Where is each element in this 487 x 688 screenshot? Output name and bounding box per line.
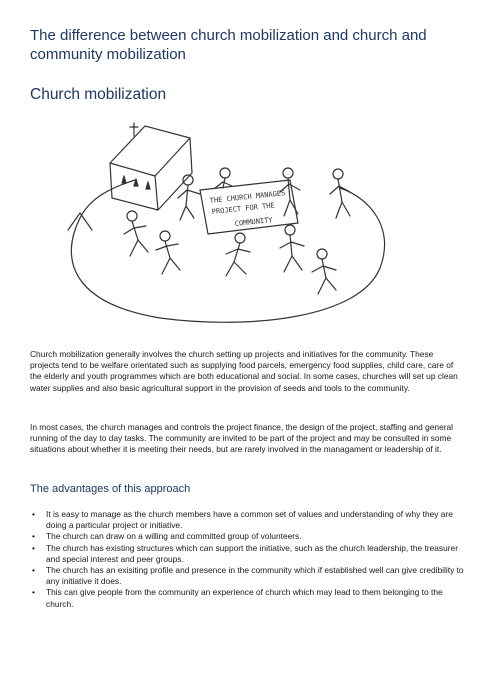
section-title: Church mobilization [30, 86, 167, 103]
list-item: • The church has existing structures which can support the initiative, such as the church leadership, the treasurer and special interest and peer groups. [32, 542, 458, 564]
person-6 [156, 231, 180, 274]
list-item: • It is easy to manage as the church members have a common set of values and understanding of why they are doing a particular project or initiative. [32, 509, 453, 531]
person-8 [280, 225, 304, 272]
bullet-icon: • [32, 531, 35, 542]
person-1 [178, 175, 200, 220]
banner-line-2: PROJECT FOR THE [211, 201, 276, 216]
person-9 [312, 249, 336, 294]
intro-paragraph: Church mobilization generally involves the church setting up projects and initiatives for the community. These projects tend to be welfare orientated such as supplying food parcels, emergency food supplies, child care, care of the elderly and youth programmes which are both educational and social. In some cases, churches will set up clean water supplies and also basic agricultural support in the provision of seeds and tools to the community. [30, 349, 458, 393]
list-item: • The church can draw on a willing and committed group of volunteers. [32, 531, 302, 542]
person-7 [226, 233, 250, 276]
person-2 [215, 168, 232, 188]
list-item: • This can give people from the community an experience of church which may lead to them belonging to the church. [32, 587, 443, 609]
person-4 [330, 169, 350, 218]
list-item: • The church has an exisiting profile and presence in the community which if established well can give credibility to any initiative it does. [32, 565, 464, 587]
bullet-icon: • [32, 509, 35, 519]
bullet-icon: • [32, 542, 35, 553]
banner-line-3: COMMUNITY [234, 216, 273, 228]
management-paragraph: In most cases, the church manages and controls the project finance, the design of the project, staffing and general running of the day to day tasks. The community are invited to be part of the project and may be consulted in some situations about whether it is meeting their needs, but are rarely involved in the managament or leadership of it. [30, 422, 454, 455]
page-title: The difference between church mobilization and church and community mobilization [30, 27, 427, 63]
banner-line-1: THE CHURCH MANAGES [209, 189, 286, 205]
bullet-icon: • [32, 587, 35, 598]
church-mobilization-illustration [50, 118, 400, 338]
advantages-heading: The advantages of this approach [30, 483, 191, 495]
person-5 [124, 211, 148, 256]
advantages-list [30, 509, 466, 610]
bullet-icon: • [32, 565, 35, 576]
